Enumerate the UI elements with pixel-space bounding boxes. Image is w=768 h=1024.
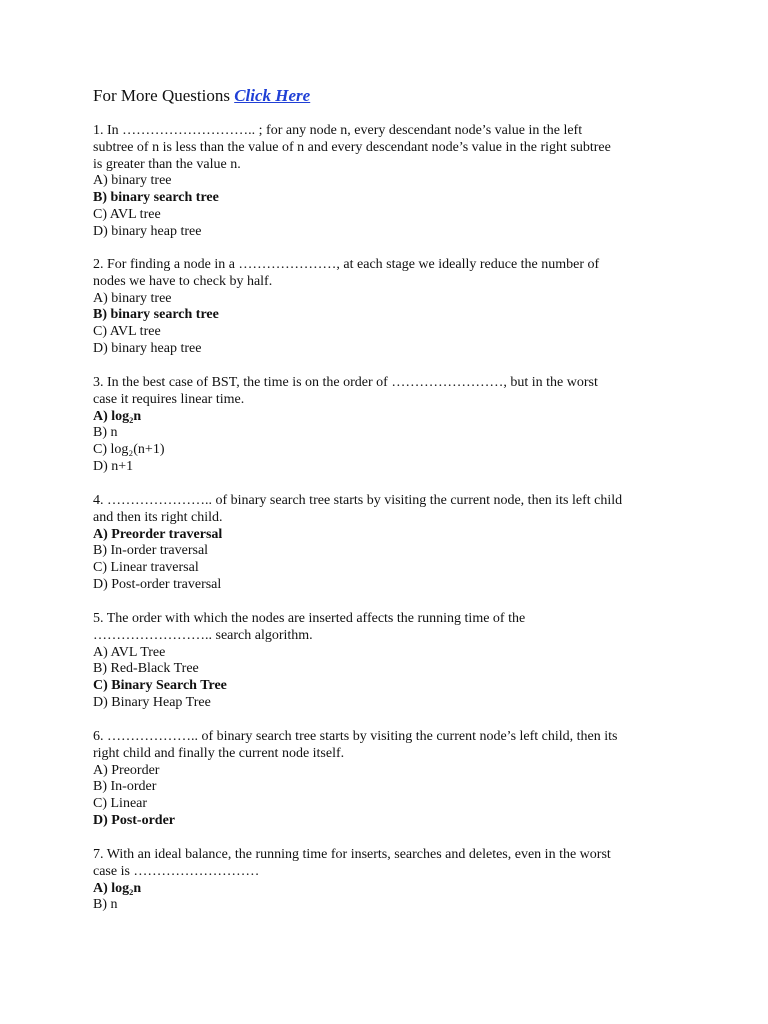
click-here-link[interactable]: Click Here xyxy=(234,86,311,105)
question-7 xyxy=(93,847,685,914)
question-text: 4. ………………….. of binary search tree starts by visiting the current node, then its left child and then its right child. xyxy=(93,493,623,525)
answer-option: B) n xyxy=(93,897,118,913)
answer-option: B) In-order traversal xyxy=(93,543,209,559)
answer-option: D) Post-order traversal xyxy=(93,576,222,592)
answer-option: C) AVL tree xyxy=(93,324,161,340)
answer-option: A) binary tree xyxy=(93,290,172,306)
answer-option: B) Red-Black Tree xyxy=(93,661,199,677)
answer-option: A) binary tree xyxy=(93,173,172,189)
answer-option: D) Binary Heap Tree xyxy=(93,694,211,710)
question-5 xyxy=(93,611,685,712)
answer-option: B) In-order xyxy=(93,779,157,795)
question-text: 1. In ……………………….. ; for any node n, every descendant node’s value in the left subtree of n is less than the value of n and every descendant node’s value in the right subtree is greater than the value n. xyxy=(93,123,611,172)
answer-option: C) AVL tree xyxy=(93,206,161,222)
answer-option: C) Linear xyxy=(93,796,148,812)
question-3 xyxy=(93,375,685,476)
question-4 xyxy=(93,493,685,594)
answer-option-correct: A) log₂n xyxy=(93,880,142,896)
question-text: 3. In the best case of BST, the time is on the order of ……………………, but in the worst case it requires linear time. xyxy=(93,375,598,407)
answer-option: A) Preorder xyxy=(93,762,160,778)
more-questions-header xyxy=(93,86,310,106)
answer-option-correct: C) Binary Search Tree xyxy=(93,678,227,694)
answer-option-correct: D) Post-order xyxy=(93,812,176,828)
answer-option-correct: B) binary search tree xyxy=(93,307,219,323)
answer-option: C) Linear traversal xyxy=(93,560,199,576)
header-prefix: For More Questions xyxy=(93,86,230,105)
question-text: 5. The order with which the nodes are inserted affects the running time of the …………………….. search algorithm. xyxy=(93,611,526,643)
question-text: 6. ……………….. of binary search tree starts by visiting the current node’s left child, then its right child and finally the current node itself. xyxy=(93,729,618,761)
answer-option: A) AVL Tree xyxy=(93,644,166,660)
answer-option: D) binary heap tree xyxy=(93,340,202,356)
answer-option: C) log₂(n+1) xyxy=(93,442,165,458)
question-text: 7. With an ideal balance, the running time for inserts, searches and deletes, even in the worst case is ……………………… xyxy=(93,847,611,879)
answer-option: B) n xyxy=(93,425,118,441)
question-text: 2. For finding a node in a …………………, at each stage we ideally reduce the number of nodes we have to check by half. xyxy=(93,257,600,289)
question-2 xyxy=(93,257,685,358)
answer-option-correct: A) Preorder traversal xyxy=(93,526,223,542)
question-1 xyxy=(93,123,685,241)
answer-option: D) n+1 xyxy=(93,458,134,474)
answer-option: D) binary heap tree xyxy=(93,223,202,239)
answer-option-correct: B) binary search tree xyxy=(93,190,219,206)
answer-option-correct: A) log₂n xyxy=(93,408,142,424)
question-6 xyxy=(93,729,685,830)
